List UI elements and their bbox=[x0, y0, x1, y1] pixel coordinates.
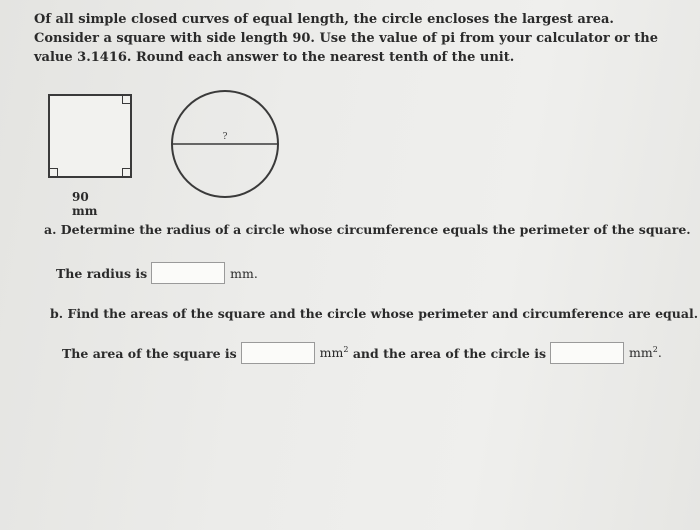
square-area-unit-exp: 2 bbox=[343, 345, 349, 355]
radius-prompt: The radius is bbox=[56, 265, 148, 281]
radius-answer-row bbox=[56, 262, 258, 284]
radius-unit: mm. bbox=[230, 265, 258, 281]
circle-area-input[interactable] bbox=[550, 342, 624, 364]
right-angle-marker bbox=[122, 96, 130, 104]
circle-diagram bbox=[169, 88, 281, 200]
right-angle-marker bbox=[122, 168, 130, 176]
circle-unknown-label: ? bbox=[222, 132, 228, 142]
radius-input[interactable] bbox=[151, 262, 225, 284]
question-b: b. Find the areas of the square and the circle whose perimeter and circumference are equal. bbox=[50, 306, 699, 321]
circle-area-prompt: and the area of the circle is bbox=[348, 345, 547, 361]
circle-area-unit bbox=[629, 345, 662, 360]
square-area-prompt: The area of the square is bbox=[62, 345, 237, 361]
circle-area-unit-punct: . bbox=[657, 345, 662, 361]
area-answer-row bbox=[62, 342, 662, 364]
problem-statement: Of all simple closed curves of equal length, the circle encloses the largest area. Consider a square with side length 90. Use the value of pi from your calculator or the value 3.1416. Round each answer to the nearest tenth of the unit. bbox=[34, 12, 658, 65]
square-side-label: 90 mm bbox=[72, 190, 98, 218]
question-a: a. Determine the radius of a circle whose circumference equals the perimeter of the square. bbox=[44, 222, 691, 237]
square-area-unit bbox=[320, 345, 349, 360]
circle-area-unit-main: mm bbox=[629, 345, 653, 361]
square-diagram bbox=[48, 94, 132, 178]
right-angle-marker bbox=[50, 168, 58, 176]
square-area-input[interactable] bbox=[241, 342, 315, 364]
square-area-unit-main: mm bbox=[319, 345, 344, 361]
circle-area-unit-exp: 2 bbox=[652, 345, 658, 355]
